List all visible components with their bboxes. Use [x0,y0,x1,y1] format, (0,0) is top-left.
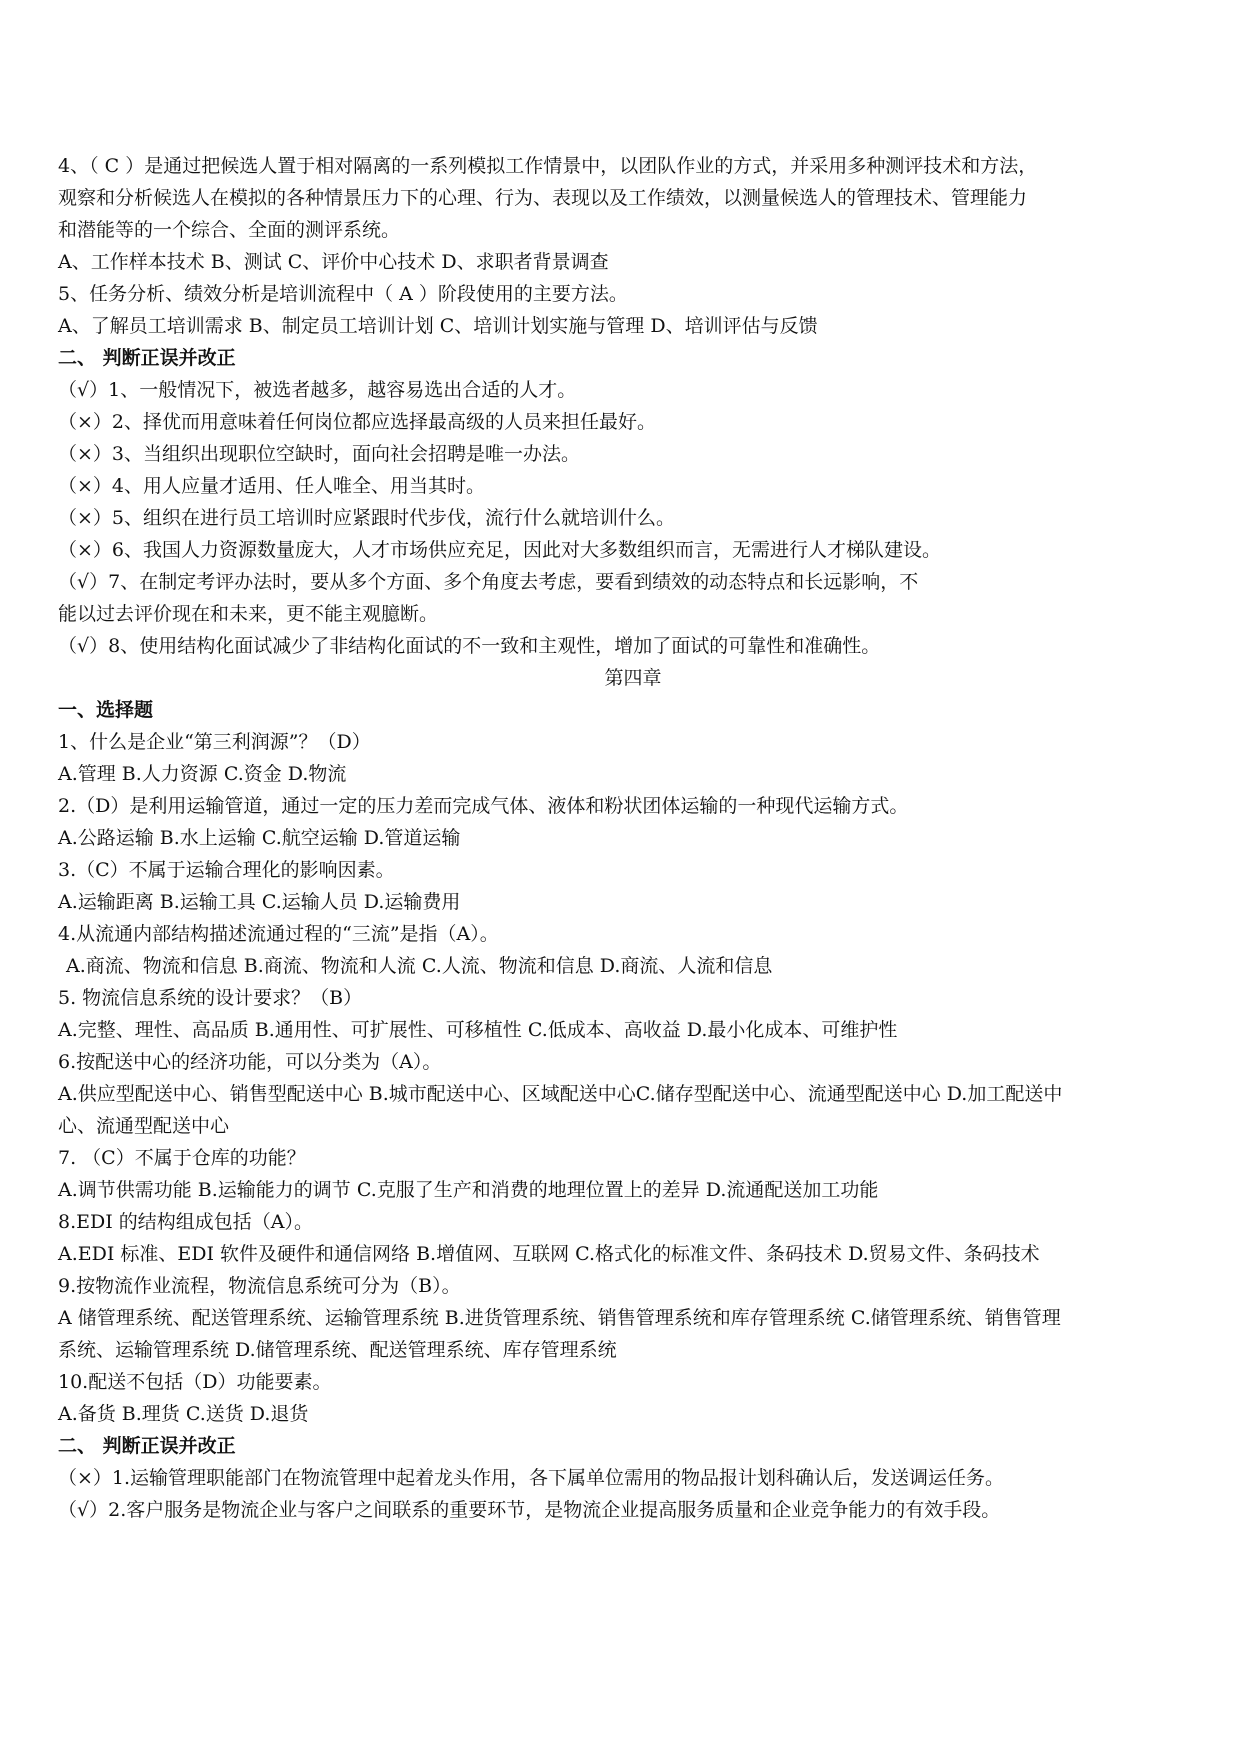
text-line: 4、（ C ）是通过把候选人置于相对隔离的一系列模拟工作情景中，以团队作业的方式，并采用多种测评技术和方法， [58,155,1038,177]
judge-item: （×）4、用人应量才适用、任人唯全、用当其时。 [58,475,486,497]
choice-list [58,726,1208,1430]
judge-item: （√）1、一般情况下，被选者越多，越容易选出合适的人才。 [58,379,577,401]
judge-item: （×）2、择优而用意味着任何岗位都应选择最高级的人员来担任最好。 [58,411,657,433]
question-line: 4.从流通内部结构描述流通过程的“三流”是指（A）。 [58,923,499,945]
section-heading: 一、选择题 [58,699,154,721]
options-line: A、工作样本技术 B、测试 C、评价中心技术 D、求职者背景调查 [58,251,609,273]
options-line: A.备货 B.理货 C.送货 D.退货 [58,1403,309,1425]
judge-item: （√）8、使用结构化面试减少了非结构化面试的不一致和主观性，增加了面试的可靠性和准确性。 [58,635,881,657]
question-5 [58,278,1208,342]
question-line: 5. 物流信息系统的设计要求？（B） [58,987,363,1009]
judge-list [58,1462,1208,1526]
judge-list [58,374,1208,662]
text-line: 5、任务分析、绩效分析是培训流程中（ A ）阶段使用的主要方法。 [58,283,628,305]
options-line: 系统、运输管理系统 D.储管理系统、配送管理系统、库存管理系统 [58,1339,617,1361]
judge-item: （√）2.客户服务是物流企业与客户之间联系的重要环节，是物流企业提高服务质量和企业竞争能力的有效手段。 [58,1499,1001,1521]
judge-item: （×）3、当组织出现职位空缺时，面向社会招聘是唯一办法。 [58,443,581,465]
options-line: A.管理 B.人力资源 C.资金 D.物流 [58,763,347,785]
chapter-title: 第四章 [604,667,662,689]
judge-item: （×）6、我国人力资源数量庞大，人才市场供应充足，因此对大多数组织而言，无需进行人才梯队建设。 [58,539,942,561]
judge-item: 能以过去评价现在和未来，更不能主观臆断。 [58,603,439,625]
document-page [58,150,1208,1526]
text-line: 观察和分析候选人在模拟的各种情景压力下的心理、行为、表现以及工作绩效，以测量候选人的管理技术、管理能力 [58,187,1028,209]
judge-item: （×）5、组织在进行员工培训时应紧跟时代步伐，流行什么就培训什么。 [58,507,676,529]
question-line: 10.配送不包括（D）功能要素。 [58,1371,332,1393]
section-heading: 二、 判断正误并改正 [58,347,236,369]
judge-item: （×）1.运输管理职能部门在物流管理中起着龙头作用，各下属单位需用的物品报计划科确认后，发送调运任务。 [58,1467,1005,1489]
question-line: 7. （C）不属于仓库的功能？ [58,1147,306,1169]
question-line: 9.按物流作业流程，物流信息系统可分为（B）。 [58,1275,461,1297]
options-line: A.公路运输 B.水上运输 C.航空运输 D.管道运输 [58,827,461,849]
options-line: A.完整、理性、高品质 B.通用性、可扩展性、可移植性 C.低成本、高收益 D.最小化成本、可维护性 [58,1019,898,1041]
question-4 [58,150,1208,278]
options-line: A.运输距离 B.运输工具 C.运输人员 D.运输费用 [58,891,461,913]
options-line: A.商流、物流和信息 B.商流、物流和人流 C.人流、物流和信息 D.商流、人流和信息 [66,955,773,977]
options-line: A 储管理系统、配送管理系统、运输管理系统 B.进货管理系统、销售管理系统和库存管理系统 C.储管理系统、销售管理 [58,1307,1061,1329]
question-line: 3.（C）不属于运输合理化的影响因素。 [58,859,395,881]
options-line: A.调节供需功能 B.运输能力的调节 C.克服了生产和消费的地理位置上的差异 D.流通配送加工功能 [58,1179,879,1201]
question-line: 6.按配送中心的经济功能，可以分类为（A）。 [58,1051,442,1073]
question-line: 1、什么是企业“第三利润源”？（D） [58,731,371,753]
options-line: A.EDI 标准、EDI 软件及硬件和通信网络 B.增值网、互联网 C.格式化的标准文件、条码技术 D.贸易文件、条码技术 [58,1243,1040,1265]
judge-item: （√）7、在制定考评办法时，要从多个方面、多个角度去考虑，要看到绩效的动态特点和长远影响，不 [58,571,919,593]
section-heading: 二、 判断正误并改正 [58,1435,236,1457]
options-line: A.供应型配送中心、销售型配送中心 B.城市配送中心、区域配送中心C.储存型配送中心、流通型配送中心 D.加工配送中 [58,1083,1063,1105]
options-line: 心、流通型配送中心 [58,1115,230,1137]
options-line: A、了解员工培训需求 B、制定员工培训计划 C、培训计划实施与管理 D、培训评估与反馈 [58,315,818,337]
text-line: 和潜能等的一个综合、全面的测评系统。 [58,219,401,241]
question-line: 8.EDI 的结构组成包括（A）。 [58,1211,313,1233]
question-line: 2.（D）是利用运输管道，通过一定的压力差而完成气体、液体和粉状团体运输的一种现代运输方式。 [58,795,909,817]
